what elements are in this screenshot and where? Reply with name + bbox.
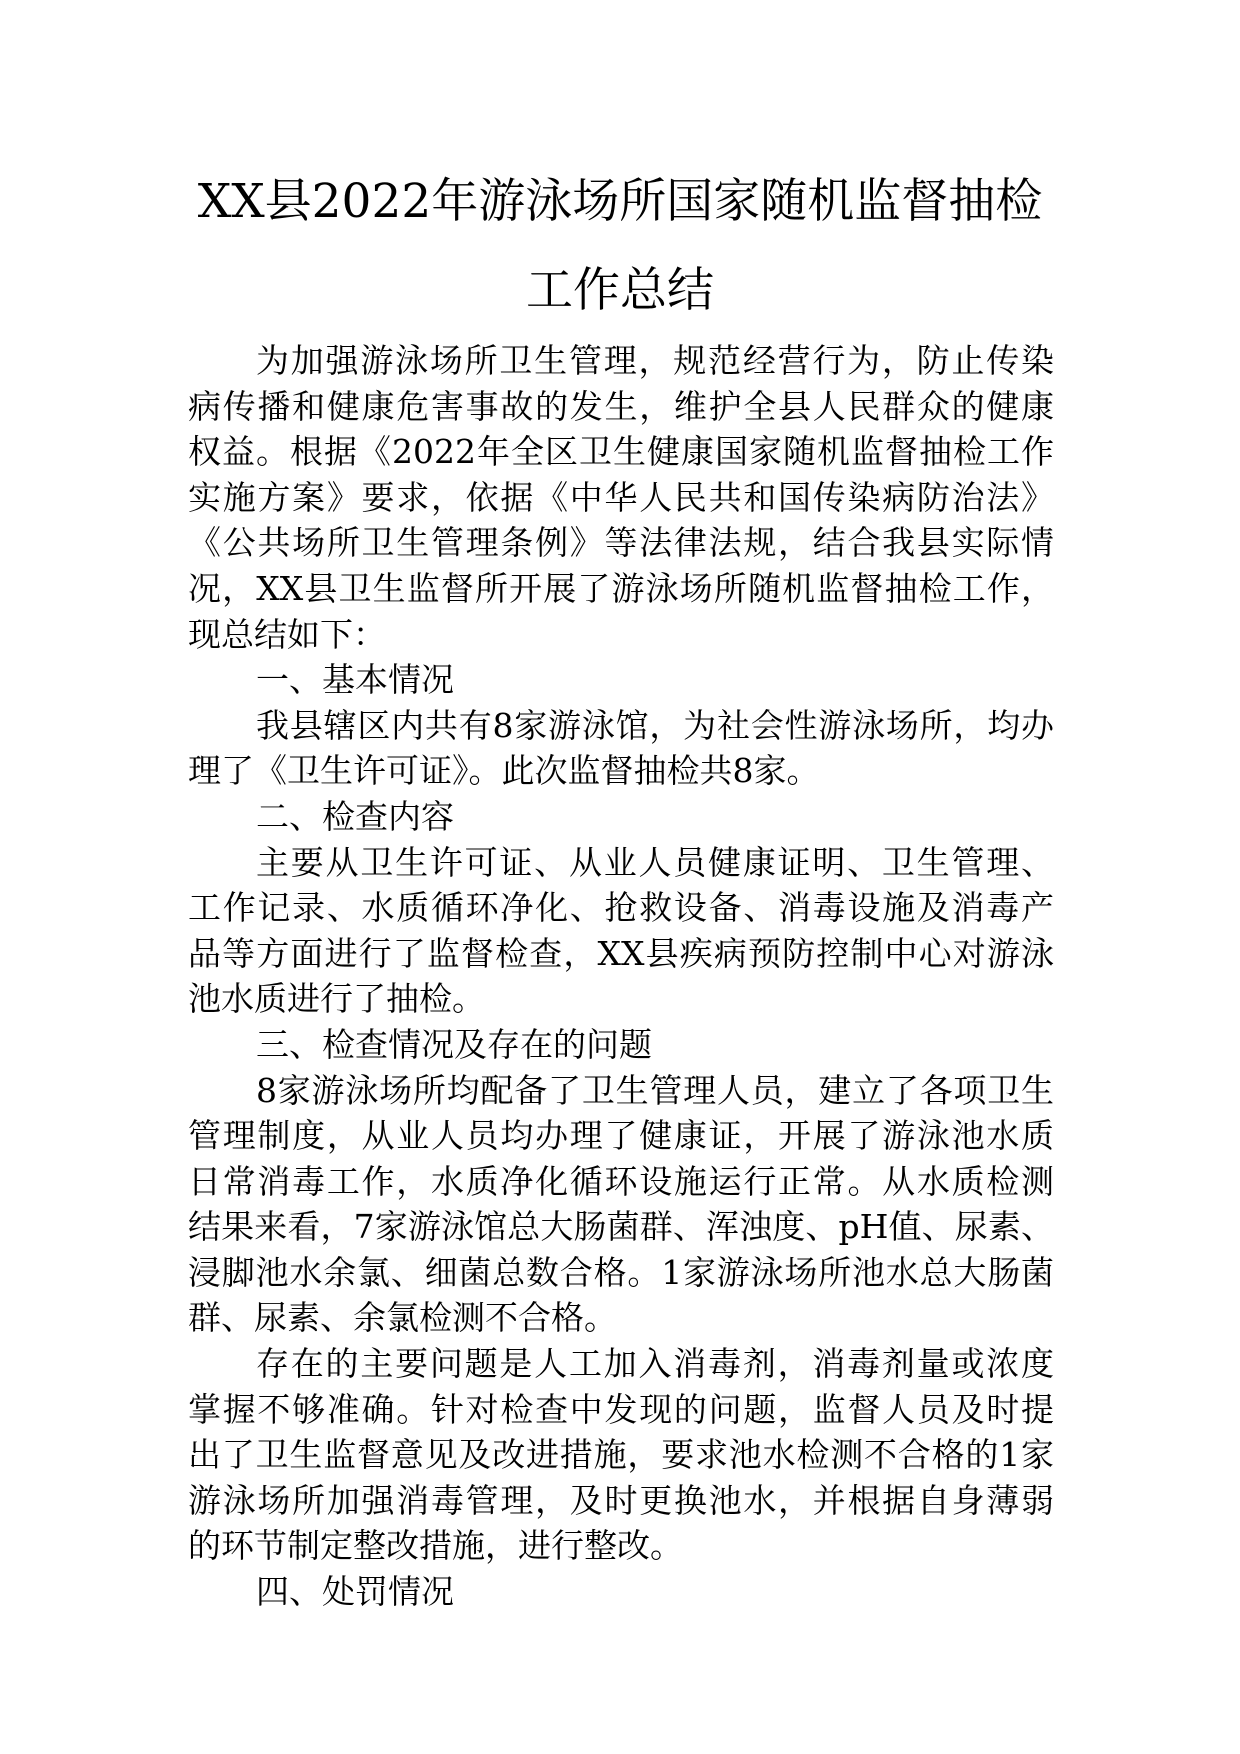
section-heading-4: 四、处罚情况 — [256, 1572, 454, 1612]
document-body — [188, 338, 1054, 1615]
paragraph-findings-line-6: 群、尿素、余氯检测不合格。 — [188, 1298, 617, 1338]
paragraph-content-line-2: 工作记录、水质循环净化、抢救设备、消毒设施及消毒产 — [188, 888, 1054, 928]
paragraph-findings-line-5: 浸脚池水余氯、细菌总数合格。1家游泳场所池水总大肠菌 — [188, 1252, 1054, 1292]
paragraph-problems-line-4: 游泳场所加强消毒管理，及时更换池水，并根据自身薄弱 — [188, 1480, 1054, 1520]
paragraph-content-line-3: 品等方面进行了监督检查，XX县疾病预防控制中心对游泳 — [188, 933, 1054, 973]
paragraph-content-line-4: 池水质进行了抽检。 — [188, 979, 485, 1019]
paragraph-intro-line-5: 《公共场所卫生管理条例》等法律法规，结合我县实际情 — [188, 523, 1054, 563]
paragraph-basic-line-2: 理了《卫生许可证》。此次监督抽检共8家。 — [188, 751, 820, 791]
paragraph-findings-line-4: 结果来看，7家游泳馆总大肠菌群、浑浊度、pH值、尿素、 — [188, 1207, 1054, 1247]
paragraph-intro-line-1: 为加强游泳场所卫生管理，规范经营行为，防止传染 — [256, 341, 1054, 380]
paragraph-findings-line-2: 管理制度，从业人员均办理了健康证，开展了游泳池水质 — [188, 1116, 1054, 1156]
paragraph-basic-line-1: 我县辖区内共有8家游泳馆，为社会性游泳场所，均办 — [256, 705, 1054, 745]
paragraph-intro-line-4: 实施方案》要求，依据《中华人民共和国传染病防治法》 — [188, 477, 1054, 517]
paragraph-problems-line-1: 存在的主要问题是人工加入消毒剂，消毒剂量或浓度 — [256, 1344, 1054, 1384]
paragraph-intro-line-2: 病传播和健康危害事故的发生，维护全县人民群众的健康 — [188, 386, 1054, 426]
section-heading-3: 三、检查情况及存在的问题 — [256, 1024, 652, 1064]
document-title-line-2: 工作总结 — [526, 263, 714, 318]
paragraph-findings-line-3: 日常消毒工作，水质净化循环设施运行正常。从水质检测 — [188, 1161, 1054, 1201]
section-heading-1: 一、基本情况 — [256, 660, 454, 700]
section-heading-2: 二、检查内容 — [256, 796, 454, 836]
paragraph-intro-line-7: 现总结如下： — [188, 614, 386, 654]
paragraph-problems-line-2: 掌握不够准确。针对检查中发现的问题，监督人员及时提 — [188, 1389, 1054, 1429]
paragraph-problems-line-3: 出了卫生监督意见及改进措施，要求池水检测不合格的1家 — [188, 1435, 1054, 1475]
paragraph-findings-line-1: 8家游泳场所均配备了卫生管理人员，建立了各项卫生 — [256, 1070, 1054, 1110]
document-title-line-1: XX县2022年游泳场所国家随机监督抽检 — [197, 174, 1043, 229]
paragraph-intro-line-3: 权益。根据《2022年全区卫生健康国家随机监督抽检工作 — [188, 432, 1054, 472]
paragraph-intro-line-6: 况，XX县卫生监督所开展了游泳场所随机监督抽检工作， — [188, 568, 1054, 608]
paragraph-content-line-1: 主要从卫生许可证、从业人员健康证明、卫生管理、 — [256, 842, 1054, 882]
paragraph-problems-line-5: 的环节制定整改措施，进行整改。 — [188, 1526, 683, 1566]
